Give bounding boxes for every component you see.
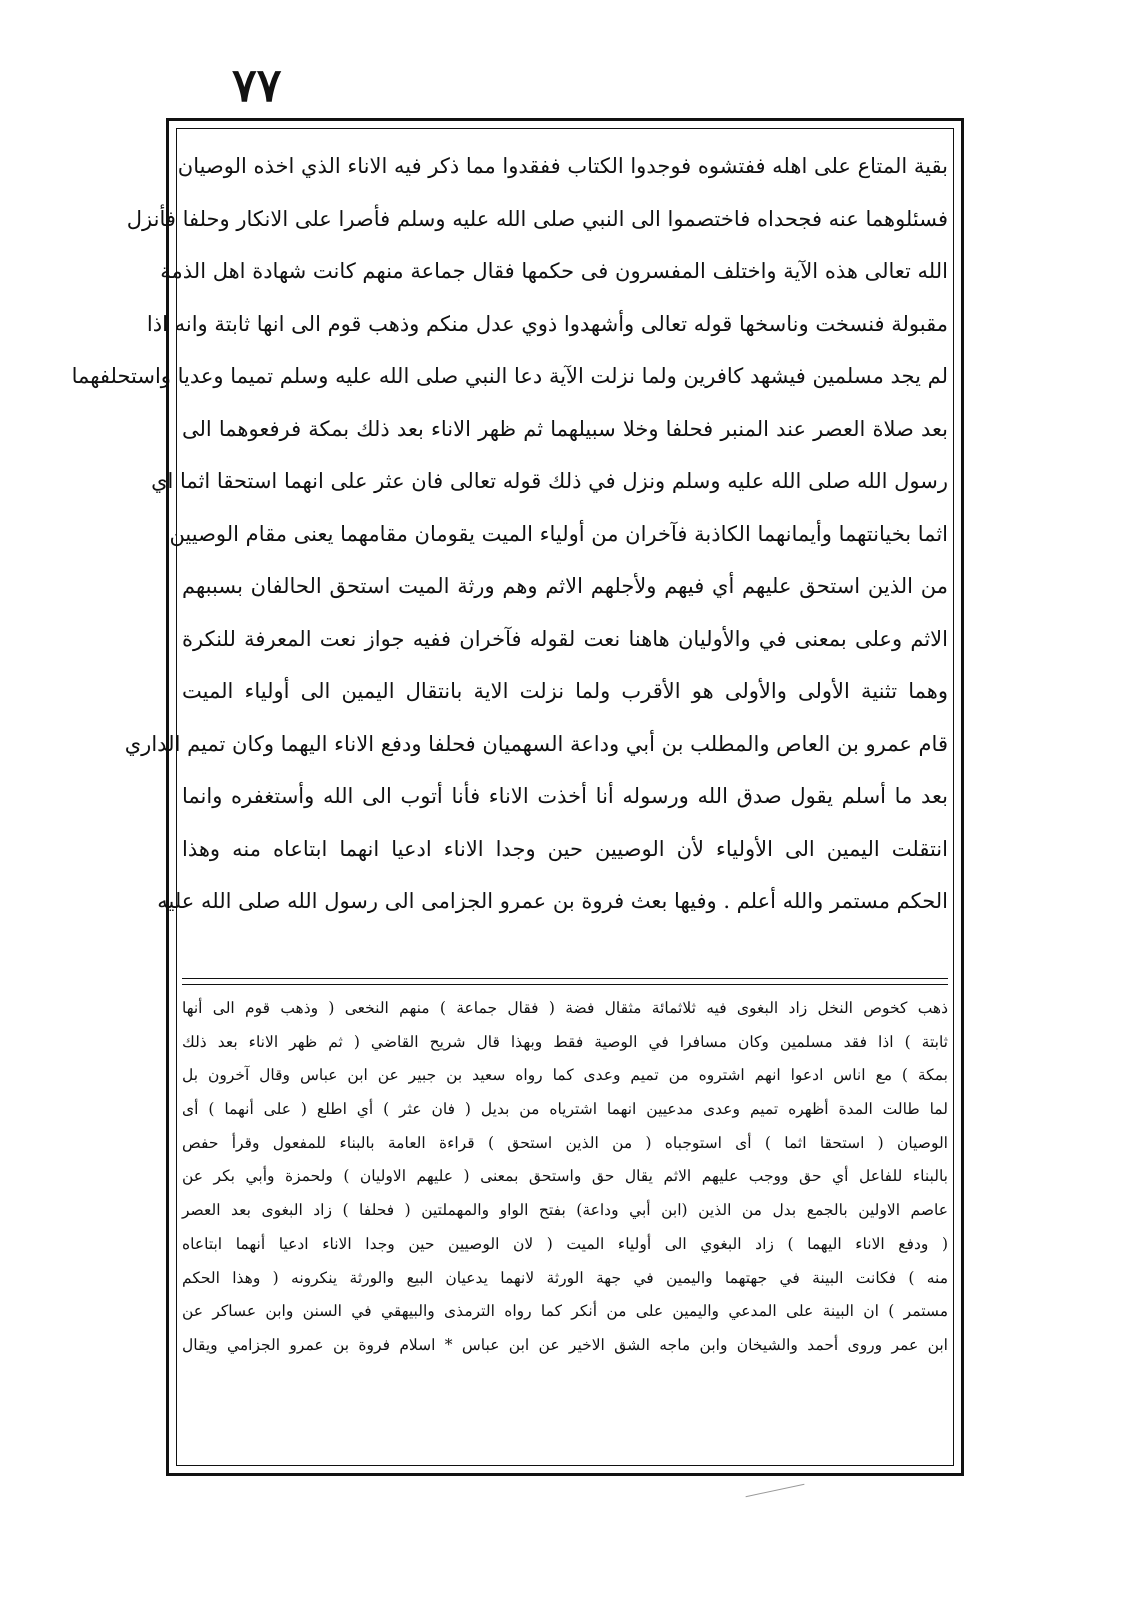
main-text-line: بقية المتاع على اهله ففتشوه فوجدوا الكتاب ففقدوا مما ذكر فيه الاناء الذي اخذه الوصيان (177, 154, 948, 178)
main-text-line: لم يجد مسلمين فيشهد كافرين ولما نزلت الآية دعا النبي صلى الله عليه وسلم تميما وعديا واستحلفهما (71, 364, 948, 388)
footnote-line: مستمر ) ان البينة على المدعي واليمين على من أنكر كما رواه الترمذى والبيهقي في السنن وابن عساكر عن (182, 1302, 948, 1321)
main-text-line: وهما تثنية الأولى والأولى هو الأقرب ولما نزلت الاية بانتقال اليمين الى أولياء الميت (182, 679, 948, 703)
footnote-divider-bottom (182, 984, 948, 985)
footnote-line: ذهب كخوص النخل زاد البغوى فيه ثلاثمائة مثقال فضة ( فقال جماعة ) منهم النخعى ( وذهب قوم الى أنها (182, 999, 948, 1017)
footnote-line: بمكة ) مع اناس ادعوا انهم اشتروه من تميم وعدى كما رواه سعيد بن جبير عن ابن عباس وقال آخرون بل (182, 1066, 948, 1085)
main-text-line: الحكم مستمر والله أعلم . وفيها بعث فروة بن عمرو الجزامى الى رسول الله صلى الله عليه (157, 889, 948, 913)
footnote-line: ابن عمر وروى أحمد والشيخان وابن ماجه الشق الاخير عن ابن عباس * اسلام فروة بن عمرو الجزامي ويقال (182, 1335, 948, 1354)
footnote-line: ( ودفع الاناء اليهما ) زاد البغوي الى أولياء الميت ( لان الوصيين حين وجدا الاناء ادعيا أنهما ابتاعاه (182, 1234, 948, 1253)
main-text-line: رسول الله صلى الله عليه وسلم ونزل في ذلك قوله تعالى فان عثر على انهما استحقا اثما اي (151, 469, 948, 493)
footnote-line: ثابتة ) اذا فقد مسلمين وكان مسافرا في الوصية فقط وبهذا قال شريح القاضي ( ثم ظهر الاناء بعد ذلك (182, 1032, 948, 1051)
footnote-line: لما طالت المدة أظهره تميم وعدى مدعيين انهما اشترياه من بديل ( فان عثر ) أي اطلع ( على أنهما ) أى (182, 1100, 948, 1119)
main-text-line: الاثم وعلى بمعنى في والأوليان هاهنا نعت لقوله فآخران ففيه جواز نعت المعرفة للنكرة (182, 626, 948, 651)
main-text-line: مقبولة فنسخت وناسخها قوله تعالى وأشهدوا ذوي عدل منكم وذهب قوم الى انها ثابتة وانه اذا (146, 311, 948, 336)
footnote-line: الوصيان ( استحقا اثما ) أى استوجباه ( من الذين استحق ) قراءة العامة بالبناء للمفعول وقرأ حفص (182, 1133, 948, 1152)
main-text-line: بعد صلاة العصر عند المنبر فحلفا وخلا سبيلهما ثم ظهر الاناء بعد ذلك بمكة فرفعوهما الى (182, 416, 948, 441)
main-text-line: اثما بخيانتهما وأيمانهما الكاذبة فآخران من أولياء الميت يقومان مقامهما يعنى مقام الوصيين (169, 521, 948, 546)
page-number: ٧٧ (232, 58, 282, 112)
footnote-line: بالبناء للفاعل أي حق ووجب عليهم الاثم يقال حق واستحق بمعنى ( عليهم الاوليان ) ولحمزة وأبي بكر عن (182, 1167, 948, 1186)
scan-mark (746, 1484, 805, 1497)
main-text-line: فسئلوهما عنه فجحداه فاختصموا الى النبي صلى الله عليه وسلم فأصرا على الانكار وحلفا فأنزل (126, 206, 948, 231)
main-text-block (71, 140, 948, 928)
footnote-line: عاصم الاولين بالجمع بدل من الذين (ابن أبي وداعة) بفتح الواو والمهملتين ( فحلفا ) زاد البغوى بعد العصر (182, 1201, 948, 1220)
footnote-divider-top (182, 978, 948, 979)
main-text-line: انتقلت اليمين الى الأولياء لأن الوصيين حين وجدا الاناء ادعيا انهما ابتاعاه منه وهذا (182, 836, 948, 861)
main-text-line: بعد ما أسلم يقول صدق الله ورسوله أنا أخذت الاناء فأنا أتوب الى الله وأستغفره وانما (182, 784, 948, 808)
footnote-block (182, 992, 948, 1363)
main-text-line: الله تعالى هذه الآية واختلف المفسرون فى حكمها فقال جماعة منهم كانت شهادة اهل الذمة (160, 259, 948, 283)
main-text-line: قام عمرو بن العاص والمطلب بن أبي وداعة السهميان فحلفا ودفع الاناء اليهما وكان تميم الداري (124, 731, 948, 756)
footnote-line: منه ) فكانت البينة في جهتهما واليمين في جهة الورثة لانهما يدعيان البيع والورثة ينكرونه ( وهذا الحكم (182, 1268, 948, 1287)
main-text-line: من الذين استحق عليهم أي فيهم ولأجلهم الاثم وهم ورثة الميت استحق الحالفان بسببهم (182, 574, 948, 598)
